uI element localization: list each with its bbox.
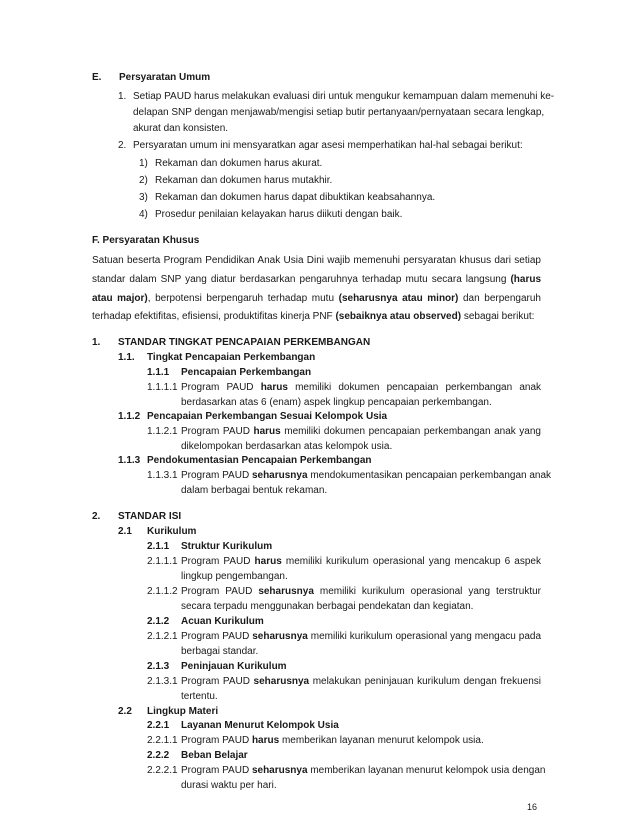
section-e-item1-line2: delapan SNP dengan menjawab/mengisi setiap butir pertanyaan/pernyataan secara lengkap, xyxy=(133,107,545,118)
section-f-line3-end: dan berpengaruh xyxy=(458,293,541,304)
item-2-1-1-1-text: memiliki kurikulum operasional yang mencakup 6 aspek xyxy=(281,556,541,567)
item-2-2-2-1-line2: durasi waktu per hari. xyxy=(181,780,277,791)
heading-2-1-1-number: 2.1.1 xyxy=(147,541,170,552)
item-2-2-1-1-text: memberikan layanan menurut kelompok usia. xyxy=(279,735,484,746)
heading-2-1-3-number: 2.1.3 xyxy=(147,661,170,672)
item-2-1-1-2-program: Program PAUD xyxy=(181,586,259,597)
item-2-2-2-1-number: 2.2.2.1 xyxy=(147,765,178,776)
item-2-1-1-2-number: 2.1.1.2 xyxy=(147,586,178,597)
section-e-item2-text: Persyaratan umum ini mensyaratkan agar asesi memperhatikan hal-hal sebagai berikut: xyxy=(133,140,523,151)
section-f-observed-label: (sebaiknya atau observed) xyxy=(335,311,462,322)
section-f-line4-text: terhadap efektifitas, efisiensi, produktifitas kinerja PNF xyxy=(92,311,336,322)
standard-1-title: STANDAR TINGKAT PENCAPAIAN PERKEMBANGAN xyxy=(118,337,371,348)
section-e-heading: Persyaratan Umum xyxy=(119,72,211,83)
item-1-1-3-1-keyword: seharusnya xyxy=(251,470,308,481)
item-2-1-1-2-keyword: seharusnya xyxy=(258,586,314,597)
item-1-1-1-1-text: memiliki dokumen pencapaian perkembangan anak xyxy=(287,382,542,393)
heading-1-1-3-number: 1.1.3 xyxy=(118,455,141,466)
item-2-1-3-1-keyword: seharusnya xyxy=(253,676,310,687)
section-f-line4 xyxy=(92,310,534,324)
item-2-1-1-2-line2: secara terpadu menggunakan berbagai pendekatan dan kegiatan. xyxy=(181,601,474,612)
section-e-number: E. xyxy=(92,72,102,83)
item-2-2-1-1-number: 2.2.1.1 xyxy=(147,735,178,746)
section-e-item2-number: 2. xyxy=(118,140,127,151)
section-f-line3-text: , berpotensi berpengaruh terhadap mutu xyxy=(147,293,339,304)
heading-2-2-number: 2.2 xyxy=(118,706,132,717)
item-2-1-2-1-program: Program PAUD xyxy=(181,631,253,642)
section-f-line3 xyxy=(92,292,541,306)
item-1-1-1-1-line1 xyxy=(181,381,541,395)
item-2-1-1-1-program: Program PAUD xyxy=(181,556,255,567)
section-f-heading: F. Persyaratan Khusus xyxy=(92,235,200,246)
heading-2-2-2: Beban Belajar xyxy=(181,750,248,761)
standard-2-title: STANDAR ISI xyxy=(118,511,182,522)
heading-2-1: Kurikulum xyxy=(147,526,197,537)
heading-1-1-number: 1.1. xyxy=(118,352,135,363)
section-e-sub2-text: Rekaman dan dokumen harus mutakhir. xyxy=(155,175,333,186)
item-1-1-1-1-line2: berdasarkan atas 6 (enam) aspek lingkup pencapaian perkembangan. xyxy=(181,397,492,408)
item-1-1-2-1-line2: dikelompokan berdasarkan atas kelompok usia. xyxy=(181,441,393,452)
item-2-1-1-2-line1 xyxy=(181,585,541,599)
item-2-1-1-2-text: memiliki kurikulum operasional yang terstruktur xyxy=(313,586,541,597)
item-1-1-1-1-program: Program PAUD xyxy=(181,382,261,393)
item-2-2-1-1-keyword: harus xyxy=(251,735,280,746)
item-2-2-1-1-program: Program PAUD xyxy=(181,735,252,746)
item-2-1-3-1-number: 2.1.3.1 xyxy=(147,676,178,687)
item-1-1-3-1-number: 1.1.3.1 xyxy=(147,470,178,481)
item-2-1-3-1-program: Program PAUD xyxy=(181,676,254,687)
item-1-1-3-1-line2: dalam berbagai bentuk rekaman. xyxy=(181,485,328,496)
heading-2-1-number: 2.1 xyxy=(118,526,132,537)
section-e-item1-line1: Setiap PAUD harus melakukan evaluasi diri untuk mengukur kemampuan dalam memenuhi ke- xyxy=(133,91,555,102)
section-e-sub3-text: Rekaman dan dokumen harus dapat dibuktikan keabsahannya. xyxy=(155,192,436,203)
heading-1-1-3: Pendokumentasian Pencapaian Perkembangan xyxy=(147,455,372,466)
item-1-1-3-1-line1 xyxy=(181,469,552,483)
heading-2-2-1-number: 2.2.1 xyxy=(147,720,170,731)
heading-2-2: Lingkup Materi xyxy=(147,706,219,717)
section-e-sub3-number: 3) xyxy=(139,192,148,203)
heading-2-1-2-number: 2.1.2 xyxy=(147,616,170,627)
item-1-1-2-1-program: Program PAUD xyxy=(181,426,254,437)
section-f-line1: Satuan beserta Program Pendidikan Anak Usia Dini wajib memenuhi persyaratan khusus dari setiap xyxy=(92,255,541,266)
heading-2-1-2: Acuan Kurikulum xyxy=(181,616,264,627)
item-1-1-3-1-program: Program PAUD xyxy=(181,470,252,481)
heading-1-1: Tingkat Pencapaian Perkembangan xyxy=(147,352,316,363)
section-f-line2 xyxy=(92,273,541,287)
item-1-1-1-1-number: 1.1.1.1 xyxy=(147,382,178,393)
item-1-1-1-1-keyword: harus xyxy=(260,382,288,393)
heading-1-1-2-number: 1.1.2 xyxy=(118,411,141,422)
item-2-1-2-1-number: 2.1.2.1 xyxy=(147,631,178,642)
item-2-1-2-1-text: memiliki kurikulum operasional yang mengacu pada xyxy=(307,631,541,642)
section-e-sub1-text: Rekaman dan dokumen harus akurat. xyxy=(155,158,323,169)
item-2-1-2-1-line2: berbagai standar. xyxy=(181,646,259,657)
section-f-minor-label: (seharusnya atau minor) xyxy=(338,293,459,304)
item-2-1-2-1-keyword: seharusnya xyxy=(252,631,308,642)
item-2-1-1-1-line2: lingkup pengembangan. xyxy=(181,571,288,582)
item-2-2-2-1-text: memberikan layanan menurut kelompok usia dengan xyxy=(307,765,546,776)
heading-2-1-3: Peninjauan Kurikulum xyxy=(181,661,287,672)
item-1-1-2-1-number: 1.1.2.1 xyxy=(147,426,178,437)
standard-2-number: 2. xyxy=(92,511,101,522)
page-number: 16 xyxy=(527,802,538,812)
section-f-line4-end: sebagai berikut: xyxy=(461,311,535,322)
heading-1-1-2: Pencapaian Perkembangan Sesuai Kelompok Usia xyxy=(147,411,388,422)
section-e-sub2-number: 2) xyxy=(139,175,148,186)
section-f-harus-label: (harus xyxy=(510,274,541,285)
section-e-sub1-number: 1) xyxy=(139,158,148,169)
section-f-major-label: atau major) xyxy=(92,293,148,304)
heading-2-2-1: Layanan Menurut Kelompok Usia xyxy=(181,720,339,731)
section-e-item1-number: 1. xyxy=(118,91,127,102)
item-2-1-1-1-number: 2.1.1.1 xyxy=(147,556,178,567)
item-2-1-3-1-line2: tertentu. xyxy=(181,691,218,702)
heading-1-1-1: Pencapaian Perkembangan xyxy=(181,367,312,378)
item-1-1-2-1-keyword: harus xyxy=(253,426,281,437)
item-2-1-1-1-line1 xyxy=(181,555,541,569)
heading-2-2-2-number: 2.2.2 xyxy=(147,750,170,761)
section-e-sub4-number: 4) xyxy=(139,209,148,220)
standard-1-number: 1. xyxy=(92,337,101,348)
section-e-item1-line3: akurat dan konsisten. xyxy=(133,123,229,134)
item-2-2-2-1-keyword: seharusnya xyxy=(251,765,308,776)
item-2-1-1-1-keyword: harus xyxy=(254,556,282,567)
item-1-1-3-1-text: mendokumentasikan pencapaian perkembangan anak xyxy=(307,470,552,481)
heading-2-1-1: Struktur Kurikulum xyxy=(181,541,273,552)
section-e-sub4-text: Prosedur penilaian kelayakan harus diikuti dengan baik. xyxy=(155,209,403,220)
item-2-1-3-1-text: melakukan peninjauan kurikulum dengan frekuensi xyxy=(309,676,541,687)
section-f-line2-text: standar dalam SNP yang diatur berdasarkan pengaruhnya terhadap mutu secara langsung xyxy=(92,274,511,285)
item-2-2-1-1-line1 xyxy=(181,734,484,748)
item-2-1-2-1-line1 xyxy=(181,630,541,644)
item-1-1-2-1-line1 xyxy=(181,425,541,439)
item-2-2-2-1-program: Program PAUD xyxy=(181,765,252,776)
item-2-1-3-1-line1 xyxy=(181,675,541,689)
item-2-2-2-1-line1 xyxy=(181,764,546,778)
item-1-1-2-1-text: memiliki dokumen pencapaian perkembangan anak yang xyxy=(280,426,541,437)
heading-1-1-1-number: 1.1.1 xyxy=(147,367,170,378)
